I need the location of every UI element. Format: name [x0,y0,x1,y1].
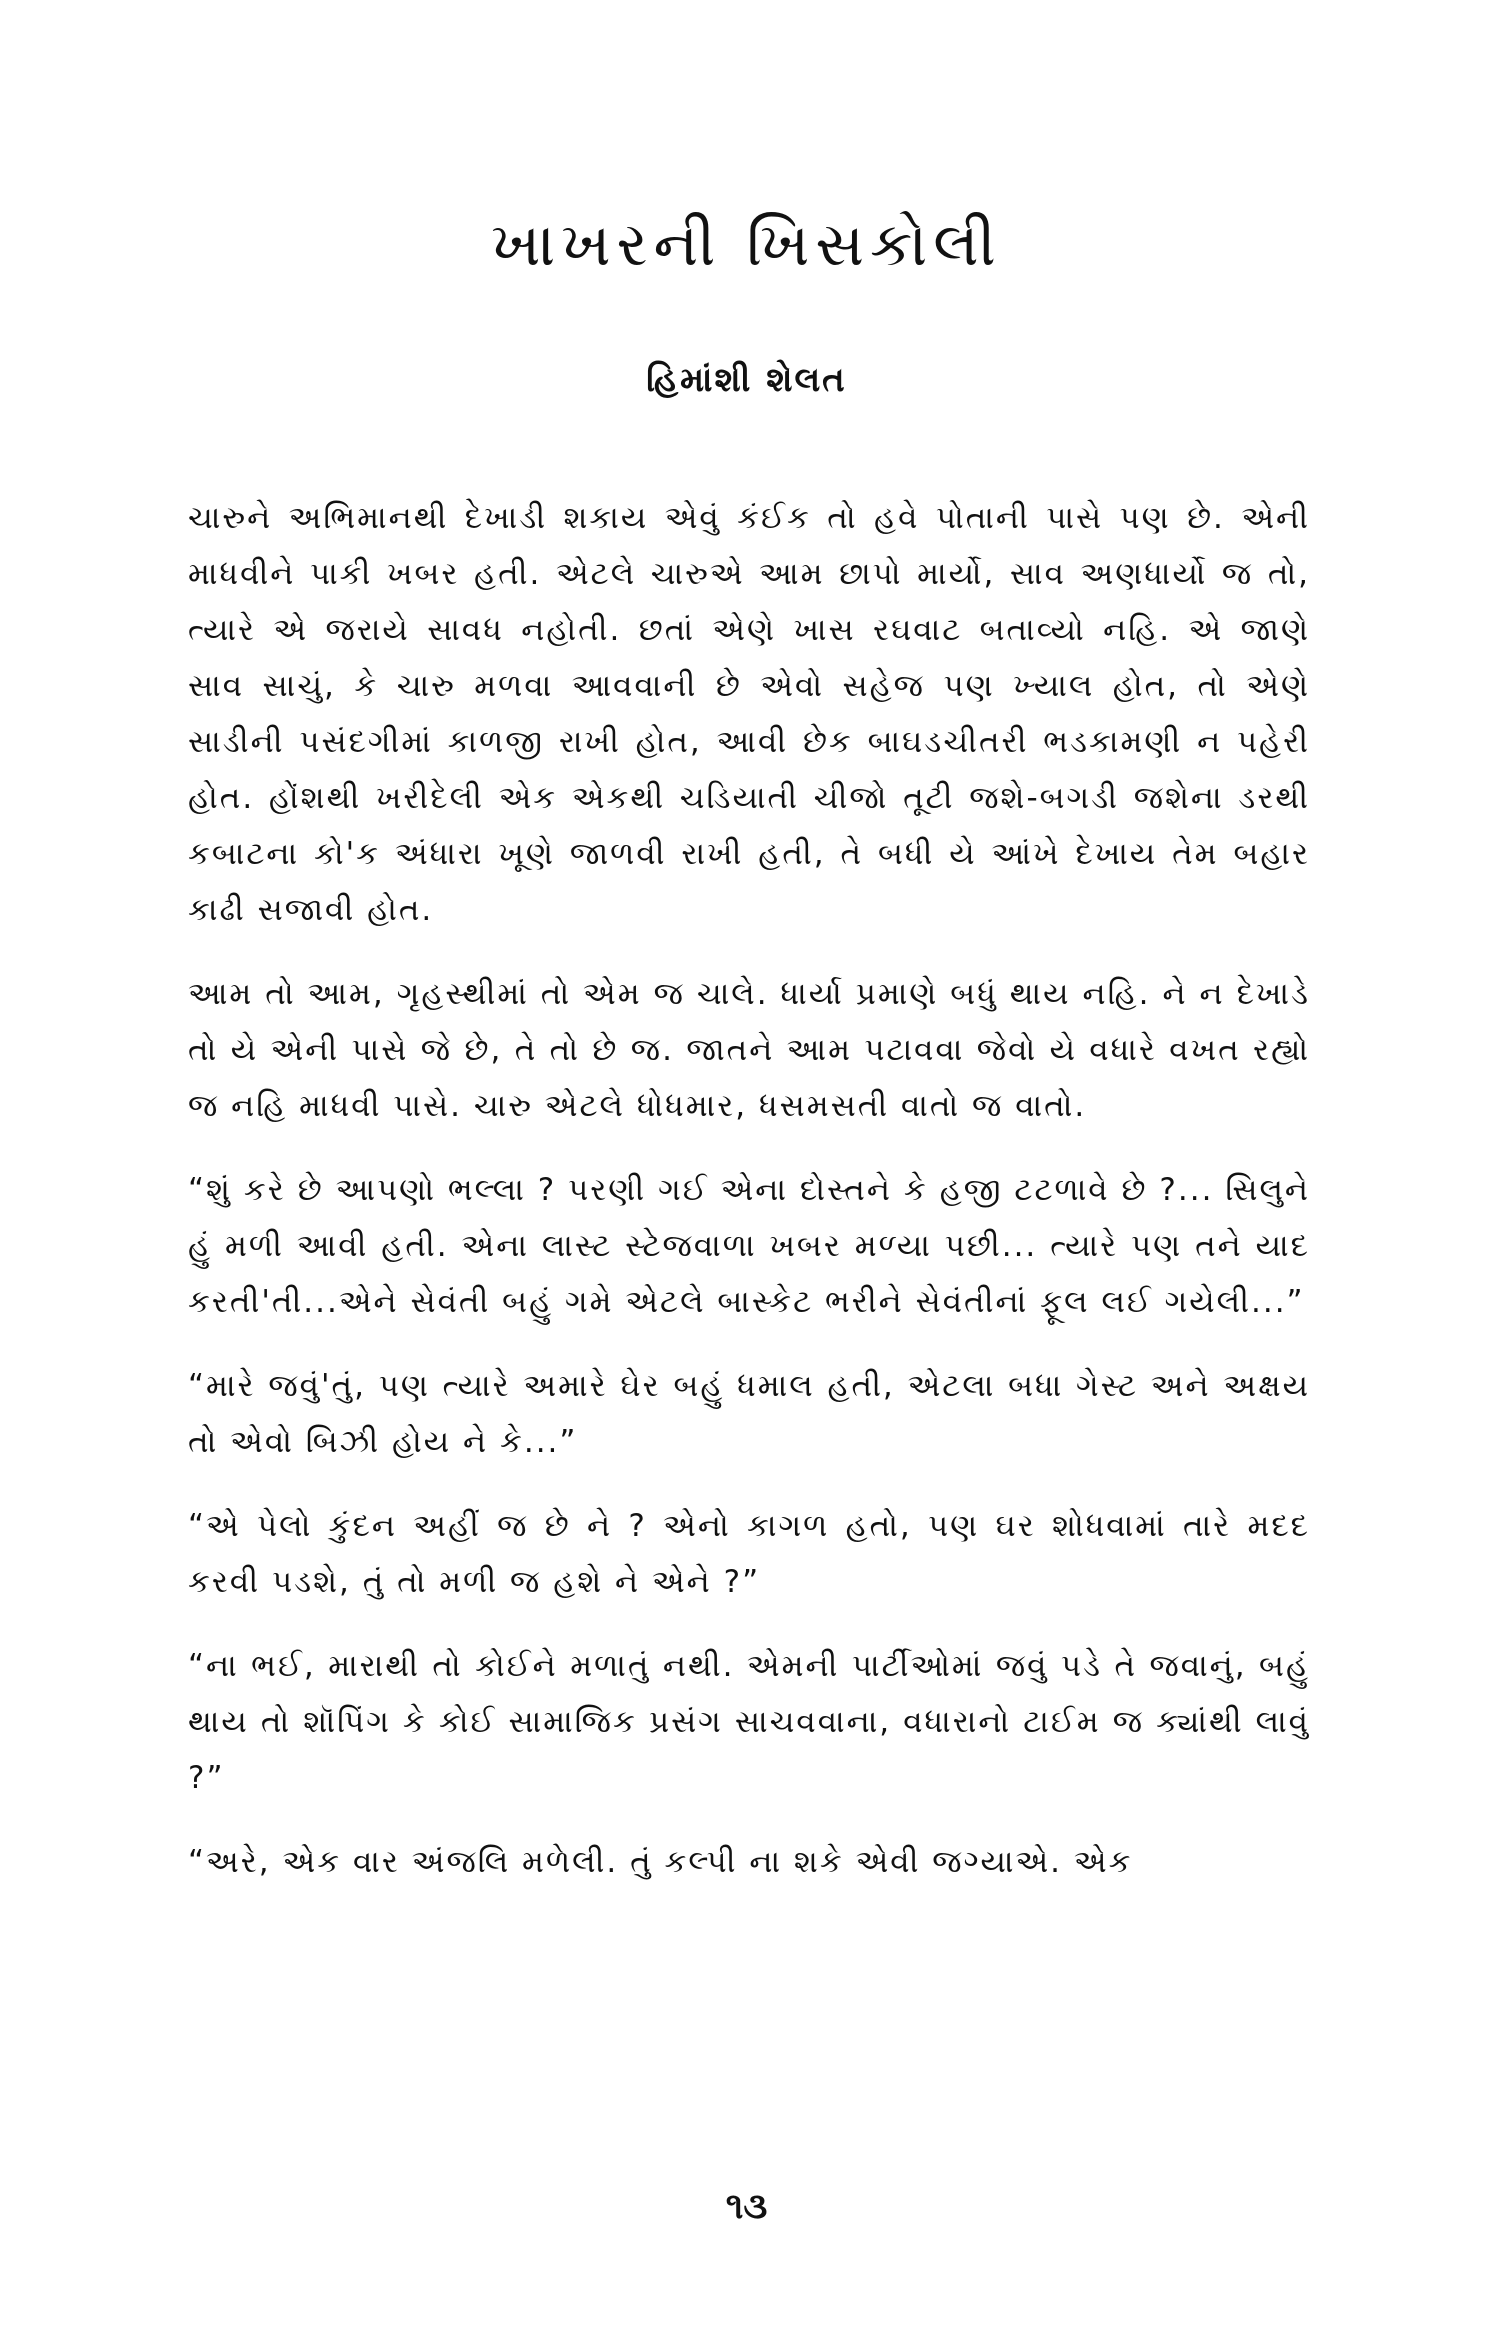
paragraph: “અરે, એક વાર અંજલિ મળેલી. તું કલ્પી ના શકે એવી જગ્યાએ. એક [188,1844,1133,1880]
story-body [188,490,1310,1918]
author-name: હિમાંશી શેલત [646,360,847,400]
paragraph: ચારુને અભિમાનથી દેખાડી શકાય એવું કંઈક તો હવે પોતાની પાસે પણ છે. એની માધવીને પાકી ખબર હતી. એટલે ચારુએ આમ છાપો માર્યો, સાવ અણધાર્યો જ તો, ત્યારે એ જરાયે સાવધ નહોતી. છતાં એણે ખાસ રઘવાટ બતાવ્યો નહિ. એ જાણે સાવ સાચું, કે ચારુ મળવા આવવાની છે એવો સહેજ પણ ખ્યાલ હોત, તો એણે સાડીની પસંદગીમાં કાળજી રાખી હોત, આવી છેક બાઘડચીતરી ભડકામણી ન પહેરી હોત. હોંશથી ખરીદેલી એક એકથી ચડિયાતી ચીજો તૂટી જશે-બગડી જશેના ડરથી કબાટના કો'ક અંધારા ખૂણે જાળવી રાખી હતી, તે બધી યે આંખે દેખાય તેમ બહાર કાઢી સજાવી હોત. [188,500,1310,928]
paragraph: “એ પેલો કુંદન અહીં જ છે ને ? એનો કાગળ હતો, પણ ઘર શોધવામાં તારે મદદ કરવી પડશે, તું તો મળી જ હશે ને એને ?” [188,1508,1310,1600]
story-title: ખાખરની ખિસકોલી [491,210,1002,280]
paragraph: “શું કરે છે આપણો ભલ્લા ? પરણી ગઈ એના દોસ્તને કે હજી ટટળાવે છે ?... સિલુને હું મળી આવી હતી. એના લાસ્ટ સ્ટેજવાળા ખબર મળ્યા પછી... ત્યારે પણ તને યાદ કરતી'તી...એને સેવંતી બહું ગમે એટલે બાસ્કેટ ભરીને સેવંતીનાં ફૂલ લઈ ગયેલી...” [188,1172,1310,1320]
paragraph: “ના ભઈ, મારાથી તો કોઈને મળાતું નથી. એમની પાર્ટીઓમાં જવું પડે તે જવાનું, બહું થાય તો શૉપિંગ કે કોઈ સામાજિક પ્રસંગ સાચવવાના, વધારાનો ટાઈમ જ ક્યાંથી લાવું ?” [188,1648,1310,1796]
page-number: ૧૩ [725,2186,768,2227]
paragraph: “મારે જવું'તું, પણ ત્યારે અમારે ઘેર બહું ધમાલ હતી, એટલા બધા ગેસ્ટ અને અક્ષય તો એવો બિઝી હોય ને કે...” [188,1368,1310,1460]
paragraph: આમ તો આમ, ગૃહસ્થીમાં તો એમ જ ચાલે. ધાર્યા પ્રમાણે બધું થાય નહિ. ને ન દેખાડે તો યે એની પાસે જે છે, તે તો છે જ. જાતને આમ પટાવવા જેવો યે વધારે વખત રહ્યો જ નહિ માધવી પાસે. ચારુ એટલે ધોધમાર, ધસમસતી વાતો જ વાતો. [188,976,1310,1124]
